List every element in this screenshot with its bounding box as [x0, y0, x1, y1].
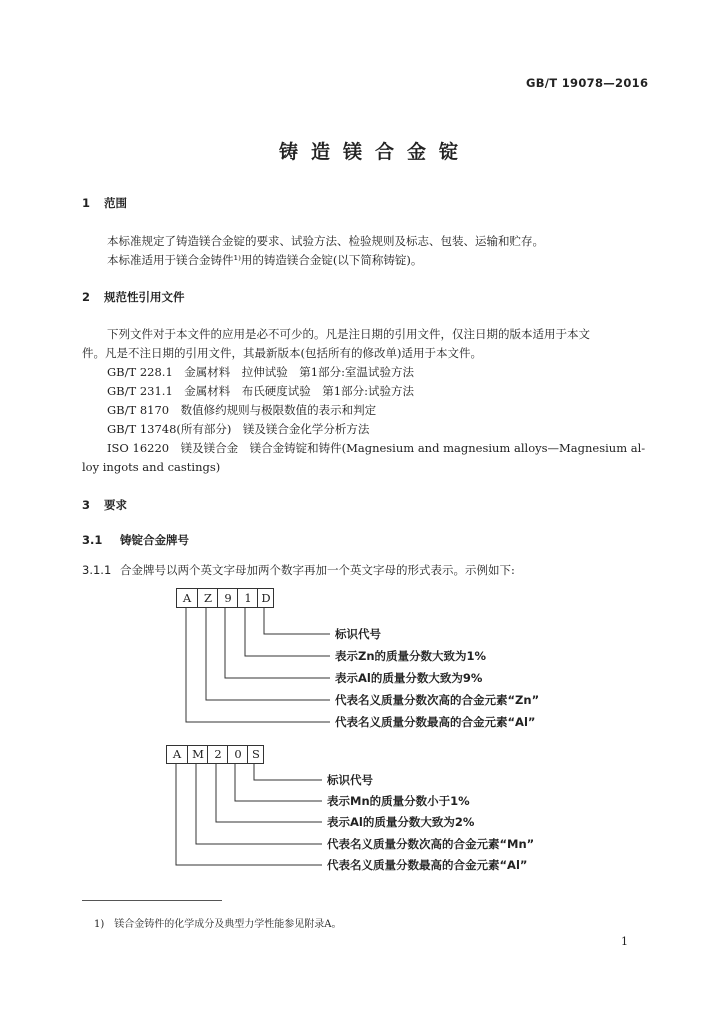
document-title: 铸造镁合金锭	[278, 141, 471, 163]
normative-intro-line-2: 件。凡是不注日期的引用文件，其最新版本(包括所有的修改单)适用于本文件。	[82, 346, 482, 360]
code-cell: D	[257, 589, 274, 607]
section-number: 3	[82, 498, 91, 512]
section-title: 规范性引用文件	[104, 290, 185, 304]
diagram-label: 标识代号	[327, 773, 373, 787]
footnote-divider	[82, 900, 222, 901]
reference-item-iso: ISO 16220 镁及镁合金 镁合金铸锭和铸件(Magnesium and magnesium alloys—Magnesium al-	[107, 441, 646, 455]
diagram-label: 代表名义质量分数最高的合金元素“Al”	[327, 858, 528, 872]
section-title: 铸锭合金牌号	[120, 533, 189, 547]
reference-item: GB/T 13748(所有部分) 镁及镁合金化学分析方法	[107, 422, 370, 436]
code-cell: 9	[217, 589, 238, 607]
section-number: 3.1	[82, 533, 103, 547]
diagram-label: 表示Mn的质量分数小于1%	[327, 794, 470, 808]
diagram-label: 表示Al的质量分数大致为2%	[327, 815, 475, 829]
section-title: 范围	[104, 196, 127, 210]
code-cell: M	[187, 746, 208, 763]
reference-item-iso-cont: loy ingots and castings)	[82, 460, 221, 474]
diagram-label: 标识代号	[335, 627, 381, 641]
reference-item: GB/T 231.1 金属材料 布氏硬度试验 第1部分:试验方法	[107, 384, 414, 398]
page-number: 1	[621, 935, 628, 948]
code-cell: 0	[227, 746, 248, 763]
grade-example-2-code	[166, 745, 264, 764]
code-cell: Z	[197, 589, 218, 607]
scope-paragraph-2: 本标准适用于镁合金铸件¹⁾用的铸造镁合金锭(以下简称铸锭)。	[107, 253, 423, 267]
section-number: 2	[82, 290, 91, 304]
diagram-label: 代表名义质量分数最高的合金元素“Al”	[335, 715, 536, 729]
diagram-label: 代表名义质量分数次高的合金元素“Mn”	[327, 837, 535, 851]
scope-paragraph-1: 本标准规定了铸造镁合金锭的要求、试验方法、检验规则及标志、包装、运输和贮存。	[107, 234, 544, 248]
clause-number: 3.1.1	[82, 563, 112, 577]
normative-intro-line-1: 下列文件对于本文件的应用是必不可少的。凡是注日期的引用文件，仅注日期的版本适用于本文	[107, 327, 590, 341]
code-cell: S	[247, 746, 264, 763]
standard-code: GB/T 19078—2016	[526, 76, 649, 90]
diagram-label: 表示Zn的质量分数大致为1%	[335, 649, 487, 663]
code-cell: 2	[207, 746, 228, 763]
clause-text: 合金牌号以两个英文字母加两个数字再加一个英文字母的形式表示。示例如下:	[120, 563, 515, 577]
code-cell: A	[182, 591, 192, 605]
code-cell: A	[172, 747, 182, 761]
reference-item: GB/T 228.1 金属材料 拉伸试验 第1部分:室温试验方法	[107, 365, 414, 379]
code-cell: 1	[237, 589, 258, 607]
section-title: 要求	[104, 498, 127, 512]
diagram-label: 代表名义质量分数次高的合金元素“Zn”	[335, 693, 540, 707]
reference-item: GB/T 8170 数值修约规则与极限数值的表示和判定	[107, 403, 377, 417]
footnote: 1) 镁合金铸件的化学成分及典型力学性能参见附录A。	[94, 919, 342, 930]
diagram-label: 表示Al的质量分数大致为9%	[335, 671, 483, 685]
section-number: 1	[82, 196, 91, 210]
